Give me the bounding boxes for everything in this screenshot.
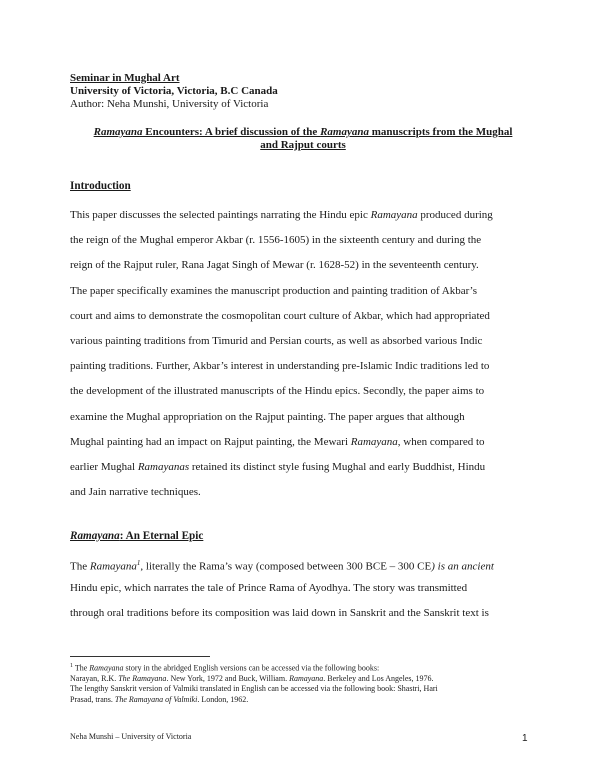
page-number: 1	[522, 733, 528, 744]
footnote	[70, 661, 540, 705]
document-header	[70, 72, 278, 111]
epic-heading-italic: Ramayana	[70, 530, 120, 542]
title-italic-1: Ramayana	[93, 126, 143, 138]
seminar-title: Seminar in Mughal Art	[70, 72, 180, 84]
footnote-ref[interactable]: 1	[136, 559, 141, 567]
intro-line-3: reign of the Rajput ruler, Rana Jagat Singh of Mewar (r. 1628-52) in the seventeenth century.	[70, 259, 479, 272]
intro-line-6: various painting traditions from Timurid and Persian courts, as well as absorbed various Indic	[70, 334, 483, 347]
intro-line-11: earlier Mughal Ramayanas retained its distinct style fusing Mughal and early Buddhist, Hindu	[70, 460, 486, 473]
page-footer-author: Neha Munshi – University of Victoria	[70, 732, 192, 741]
university-line: University of Victoria, Victoria, B.C Canada	[70, 85, 278, 97]
intro-line-10: Mughal painting had an impact on Rajput painting, the Mewari Ramayana, when compared to	[70, 435, 485, 448]
epic-heading	[70, 530, 203, 542]
epic-line-1: The Ramayana$^1$, literally the Rama’s way (composed between 300 BCE – 300 CE) is an ancient	[70, 559, 494, 573]
introduction-heading: Introduction	[70, 180, 131, 192]
footnote-line-1: $^1$ The Ramayana story in the abridged English versions can be accessed via the following books:	[70, 663, 380, 673]
epic-paragraph	[70, 556, 530, 632]
footnote-line-4: Prasad, trans. The Ramayana of Valmiki. London, 1962.	[70, 694, 249, 704]
paper-title	[70, 126, 536, 152]
title-text-4: manuscripts from the Mughal	[368, 126, 513, 138]
intro-line-1: This paper discusses the selected paintings narrating the Hindu epic Ramayana produced during	[70, 209, 493, 221]
title-italic-3: Ramayana	[320, 126, 369, 138]
epic-heading-rest: : An Eternal Epic	[119, 530, 204, 542]
intro-line-2: the reign of the Mughal emperor Akbar (r. 1556-1605) in the sixteenth century and during the	[70, 234, 482, 247]
epic-line-3: through oral traditions before its composition was laid down in Sanskrit and the Sanskrit text is	[70, 607, 489, 620]
intro-line-7: painting traditions. Further, Akbar’s interest in understanding pre-Islamic Indic traditions led to	[70, 360, 490, 373]
introduction-paragraph	[70, 208, 530, 510]
intro-line-8: the development of the illustrated manuscripts of the Hindu epics. Secondly, the paper aims to	[70, 385, 485, 398]
intro-line-4: The paper specifically examines the manuscript production and painting tradition of Akbar’s	[70, 284, 477, 297]
intro-line-12: and Jain narrative techniques.	[70, 486, 201, 499]
intro-line-9: examine the Mughal appropriation on the Rajput painting. The paper argues that although	[70, 410, 465, 423]
title-text-2: Encounters: A brief discussion of the	[142, 126, 321, 138]
footnote-line-3: The lengthy Sanskrit version of Valmiki translated in English can be accessed via the following book: Shastri, Hari	[70, 684, 438, 694]
footnote-divider	[70, 656, 210, 657]
author-line: Author: Neha Munshi, University of Victoria	[70, 98, 269, 110]
intro-line-5: court and aims to demonstrate the cosmopolitan court culture of Akbar, which had appropriated	[70, 309, 490, 322]
epic-line-2: Hindu epic, which narrates the tale of Prince Rama of Ayodhya. The story was transmitted	[70, 582, 468, 595]
title-line-2: and Rajput courts	[260, 139, 346, 151]
footnote-line-2: Narayan, R.K. The Ramayana. New York, 1972 and Buck, William. Ramayana. Berkeley and Los Angeles, 1976.	[70, 674, 434, 684]
